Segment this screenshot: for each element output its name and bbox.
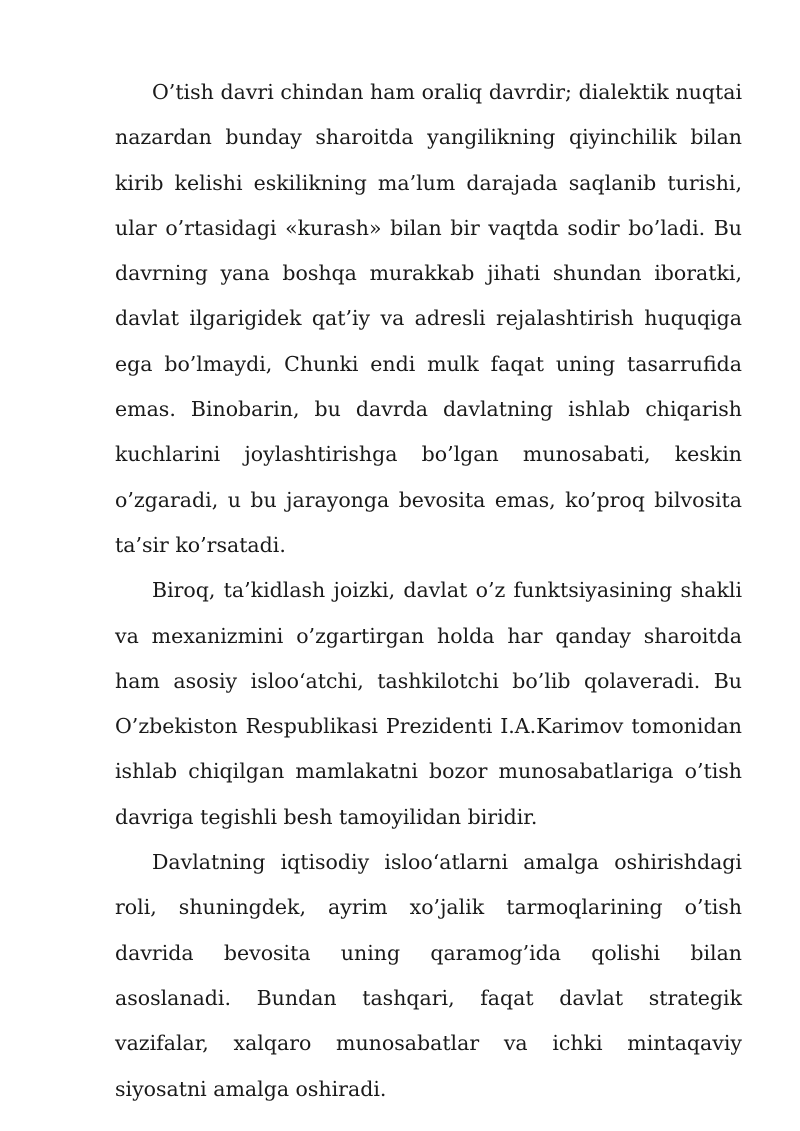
paragraph-transition-period: O’tish davri chindan ham oraliq davrdir; dialektik nuqtai nazardan bunday sharoitda yangilikning qiyinchilik bilan kirib kelishi eskilikning ma’lum darajada saqlanib turishi, ular o’rtasidagi «kurash» bilan bir vaqtda sodir bo’ladi. Bu davrning yana boshqa murakkab jihati shundan iboratki, davlat ilgarigidek qat’iy va adresli rejalashtirish huquqiga ega bo’lmaydi, Chunki endi mulk faqat uning tasarrufida emas. Binobarin, bu davrda davlatning ishlab chiqarish kuchlarini joylashtirishga bo’lgan munosabati, keskin o’zgaradi, u bu jarayonga bevosita emas, ko’proq bilvosita ta’sir ko’rsatadi. <box>115 80 742 557</box>
paragraph-economic-reforms: Davlatning iqtisodiy isloo‘atlarni amalga oshirishdagi roli, shuningdek, ayrim xo’jalik tarmoqlarining o’tish davrida bevosita uning qaramog’ida qolishi bilan asoslanadi. Bundan tashqari, faqat davlat strategik vazifalar, xalqaro munosabatlar va ichki mintaqaviy siyosatni amalga oshiradi. <box>115 850 742 1101</box>
paragraph-state-role: Biroq, ta’kidlash joizki, davlat o’z funktsiyasining shakli va mexanizmini o’zgartirgan holda har qanday sharoitda ham asosiy isloo‘atchi, tashkilotchi bo’lib qolaveradi. Bu O’zbekiston Respublikasi Prezidenti I.A.Karimov tomonidan ishlab chiqilgan mamlakatni bozor munosabatlariga o’tish davriga tegishli besh tamoyilidan biridir. <box>115 578 742 829</box>
document-page <box>115 70 742 1112</box>
